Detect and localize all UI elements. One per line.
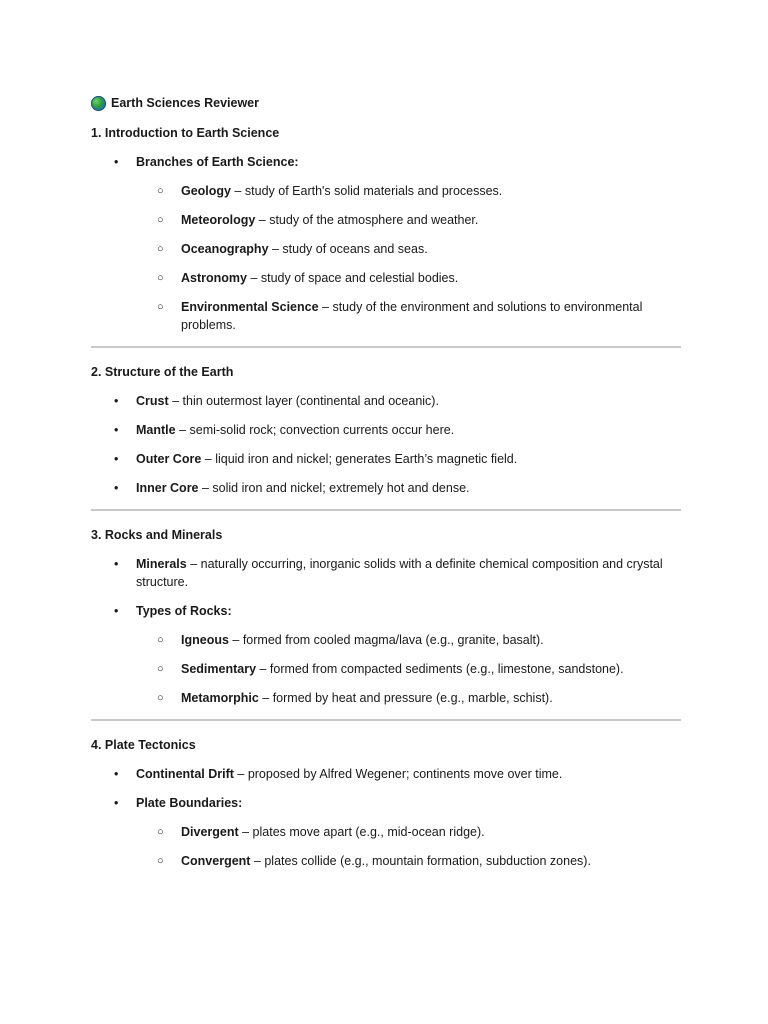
section-structure-of-earth — [91, 363, 681, 497]
sub-list-item — [91, 298, 681, 334]
section-heading: 3. Rocks and Minerals — [91, 528, 223, 542]
circle-bullet-icon: ○ — [157, 855, 164, 867]
item-term: Plate Boundaries: — [136, 796, 243, 810]
section-introduction — [91, 124, 681, 334]
circle-bullet-icon: ○ — [157, 826, 164, 838]
list-item — [91, 555, 681, 591]
item-term: Metamorphic — [181, 691, 259, 705]
circle-bullet-icon: ○ — [157, 272, 164, 284]
bullet-icon: • — [114, 604, 119, 618]
section-plate-tectonics — [91, 736, 681, 870]
section-heading: 1. Introduction to Earth Science — [91, 126, 280, 140]
bullet-icon: • — [114, 557, 119, 571]
item-desc: – plates move apart (e.g., mid-ocean ridge). — [238, 825, 485, 839]
item-term: Astronomy — [181, 271, 247, 285]
item-term: Types of Rocks: — [136, 604, 232, 618]
sub-list-item — [91, 240, 681, 258]
sub-list-item — [91, 852, 681, 870]
bullet-icon: • — [114, 796, 119, 810]
item-desc: – solid iron and nickel; extremely hot and dense. — [198, 481, 470, 495]
sub-list-item — [91, 823, 681, 841]
document-title: Earth Sciences Reviewer — [111, 96, 259, 110]
list-item — [91, 450, 681, 468]
section-heading: 4. Plate Tectonics — [91, 738, 196, 752]
circle-bullet-icon: ○ — [157, 243, 164, 255]
item-term: Continental Drift — [136, 767, 234, 781]
item-term: Inner Core — [136, 481, 199, 495]
document-title-line — [91, 94, 681, 112]
item-desc: – plates collide (e.g., mountain formation, subduction zones). — [250, 854, 591, 868]
item-desc: – study of space and celestial bodies. — [246, 271, 459, 285]
bullet-icon: • — [114, 155, 119, 169]
bullet-icon: • — [114, 423, 119, 437]
list-item — [91, 602, 681, 620]
bullet-icon: • — [114, 481, 119, 495]
item-term: Igneous — [181, 633, 229, 647]
item-desc: – liquid iron and nickel; generates Earth’s magnetic field. — [201, 452, 518, 466]
sub-list-item — [91, 269, 681, 287]
list-item — [91, 421, 681, 439]
section-heading: 2. Structure of the Earth — [91, 365, 234, 379]
list-item — [91, 392, 681, 410]
item-term: Sedimentary — [181, 662, 257, 676]
sub-list-item — [91, 689, 681, 707]
globe-icon — [91, 96, 106, 111]
item-term: Outer Core — [136, 452, 202, 466]
list-item — [91, 765, 681, 783]
item-term: Crust — [136, 394, 169, 408]
sub-list-item — [91, 631, 681, 649]
item-term: Oceanography — [181, 242, 269, 256]
sub-list-item — [91, 660, 681, 678]
circle-bullet-icon: ○ — [157, 185, 164, 197]
item-term: Divergent — [181, 825, 239, 839]
item-term: Mantle — [136, 423, 176, 437]
sub-list-item — [91, 211, 681, 229]
item-desc: – semi-solid rock; convection currents occur here. — [175, 423, 455, 437]
item-desc: – formed from compacted sediments (e.g., limestone, sandstone). — [256, 662, 624, 676]
bullet-icon: • — [114, 452, 119, 466]
list-item — [91, 153, 681, 171]
circle-bullet-icon: ○ — [157, 634, 164, 646]
item-term: Meteorology — [181, 213, 256, 227]
circle-bullet-icon: ○ — [157, 692, 164, 704]
item-desc: – naturally occurring, inorganic solids with a definite chemical composition and crystal structure. — [136, 557, 663, 589]
sub-list-item — [91, 182, 681, 200]
item-term: Geology — [181, 184, 232, 198]
document — [91, 94, 681, 881]
list-item — [91, 794, 681, 812]
item-desc: – formed by heat and pressure (e.g., marble, schist). — [258, 691, 553, 705]
item-term: Environmental Science — [181, 300, 319, 314]
item-desc: – thin outermost layer (continental and oceanic). — [168, 394, 439, 408]
item-desc: – formed from cooled magma/lava (e.g., granite, basalt). — [228, 633, 544, 647]
item-desc: – study of Earth's solid materials and processes. — [231, 184, 503, 198]
circle-bullet-icon: ○ — [157, 214, 164, 226]
item-desc: – study of oceans and seas. — [268, 242, 428, 256]
circle-bullet-icon: ○ — [157, 301, 164, 313]
item-desc: – study of the atmosphere and weather. — [255, 213, 479, 227]
item-term: Branches of Earth Science: — [136, 155, 299, 169]
item-desc: – proposed by Alfred Wegener; continents move over time. — [233, 767, 563, 781]
item-term: Convergent — [181, 854, 251, 868]
section-rocks-and-minerals — [91, 526, 681, 707]
item-desc: – study of the environment and solutions to environmental problems. — [181, 300, 643, 332]
item-term: Minerals — [136, 557, 187, 571]
bullet-icon: • — [114, 394, 119, 408]
circle-bullet-icon: ○ — [157, 663, 164, 675]
bullet-icon: • — [114, 767, 119, 781]
list-item — [91, 479, 681, 497]
